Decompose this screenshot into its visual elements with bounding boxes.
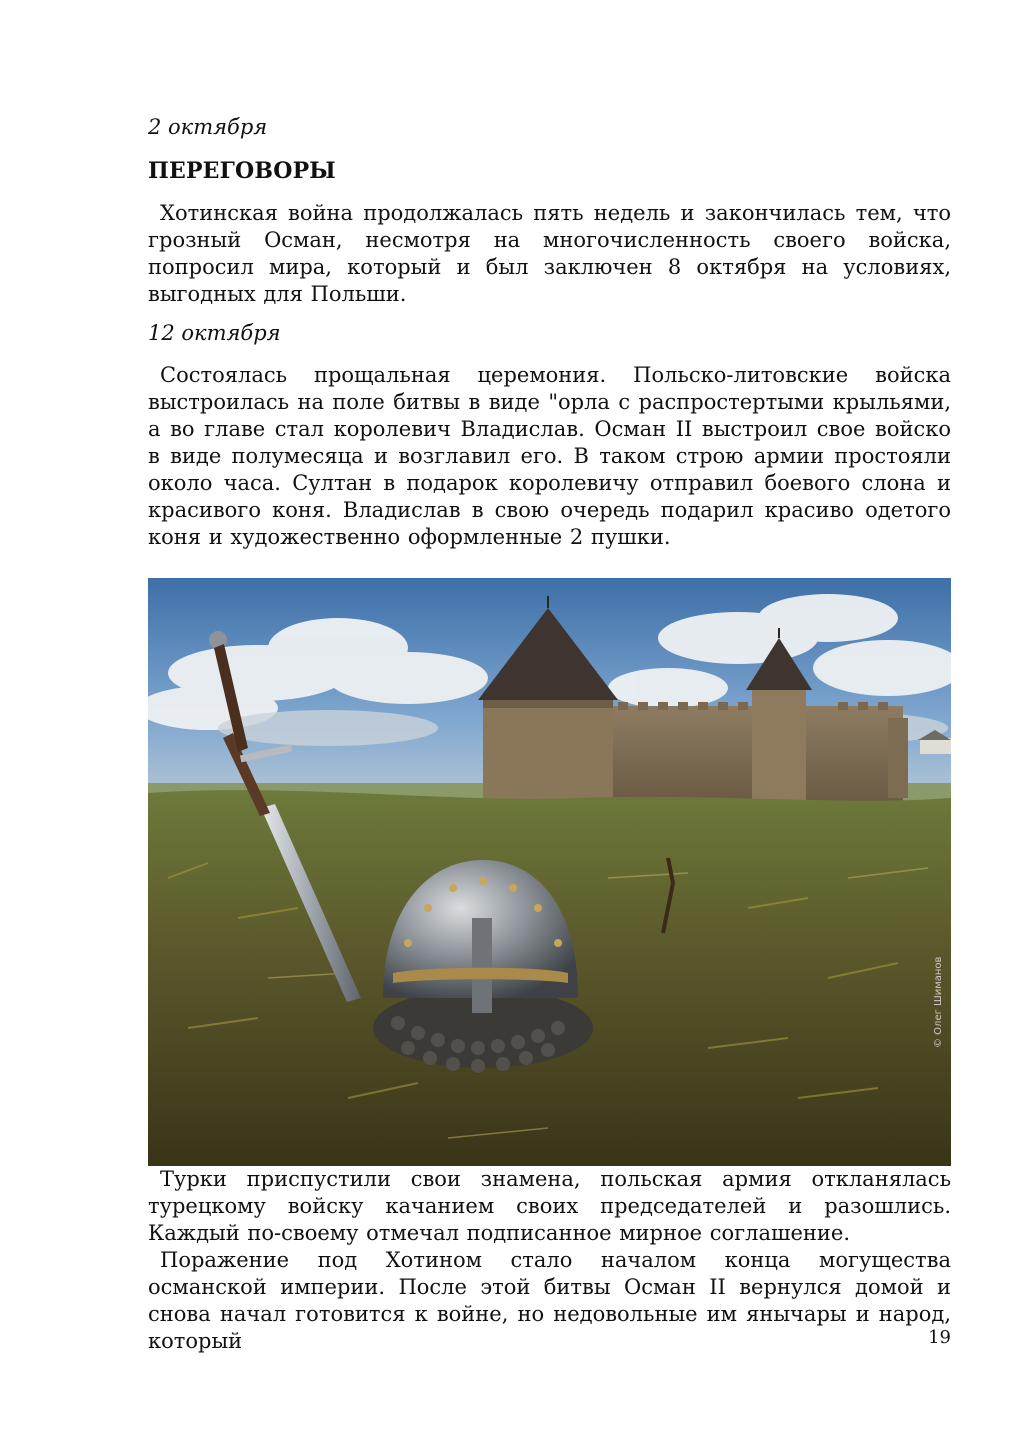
entry-date-oct-12: 12 октября (148, 321, 281, 345)
paragraph-defeat: Поражение под Хотином стало началом конца могущества османской империи. После этой битвы Осман II вернулся домой и снова начал готовится к войне, но недовольные им янычары и народ, который (148, 1248, 951, 1353)
paragraph-banners: Турки приспустили свои знамена, польская армия откланялась турецкому войску качанием своих председателей и разошлись. Каждый по-своему отмечал подписанное мирное соглашение. (148, 1167, 951, 1245)
paragraph-ceremony: Состоялась прощальная церемония. Польско-литовские войска выстроилась на поле битвы в виде "орла с распростертыми крыльями, а во главе стал королевич Владислав. Осман II выстроил свое войско в виде полумесяца и возглавил его. В таком строю армии простояли около часа. Султан в подарок королевичу отправил боевого слона и красивого коня. Владислав в свою очередь подарил красиво одетого коня и художественно оформленные 2 пушки. (148, 363, 951, 549)
section-heading: ПЕРЕГОВОРЫ (148, 158, 336, 184)
fortress-photo (148, 578, 951, 1166)
paragraph-war-end: Хотинская война продолжалась пять недель и закончилась тем, что грозный Осман, несмотря на многочисленность своего войска, попросил мира, который и был заключен 8 октября на условиях, выгодных для Польши. (148, 201, 951, 306)
text-block-top (148, 112, 951, 561)
photo-watermark: © Олег Шиманов (933, 956, 944, 1048)
page-number: 19 (928, 1327, 951, 1348)
entry-date-oct-2: 2 октября (148, 115, 268, 139)
text-block-bottom (148, 1166, 951, 1355)
